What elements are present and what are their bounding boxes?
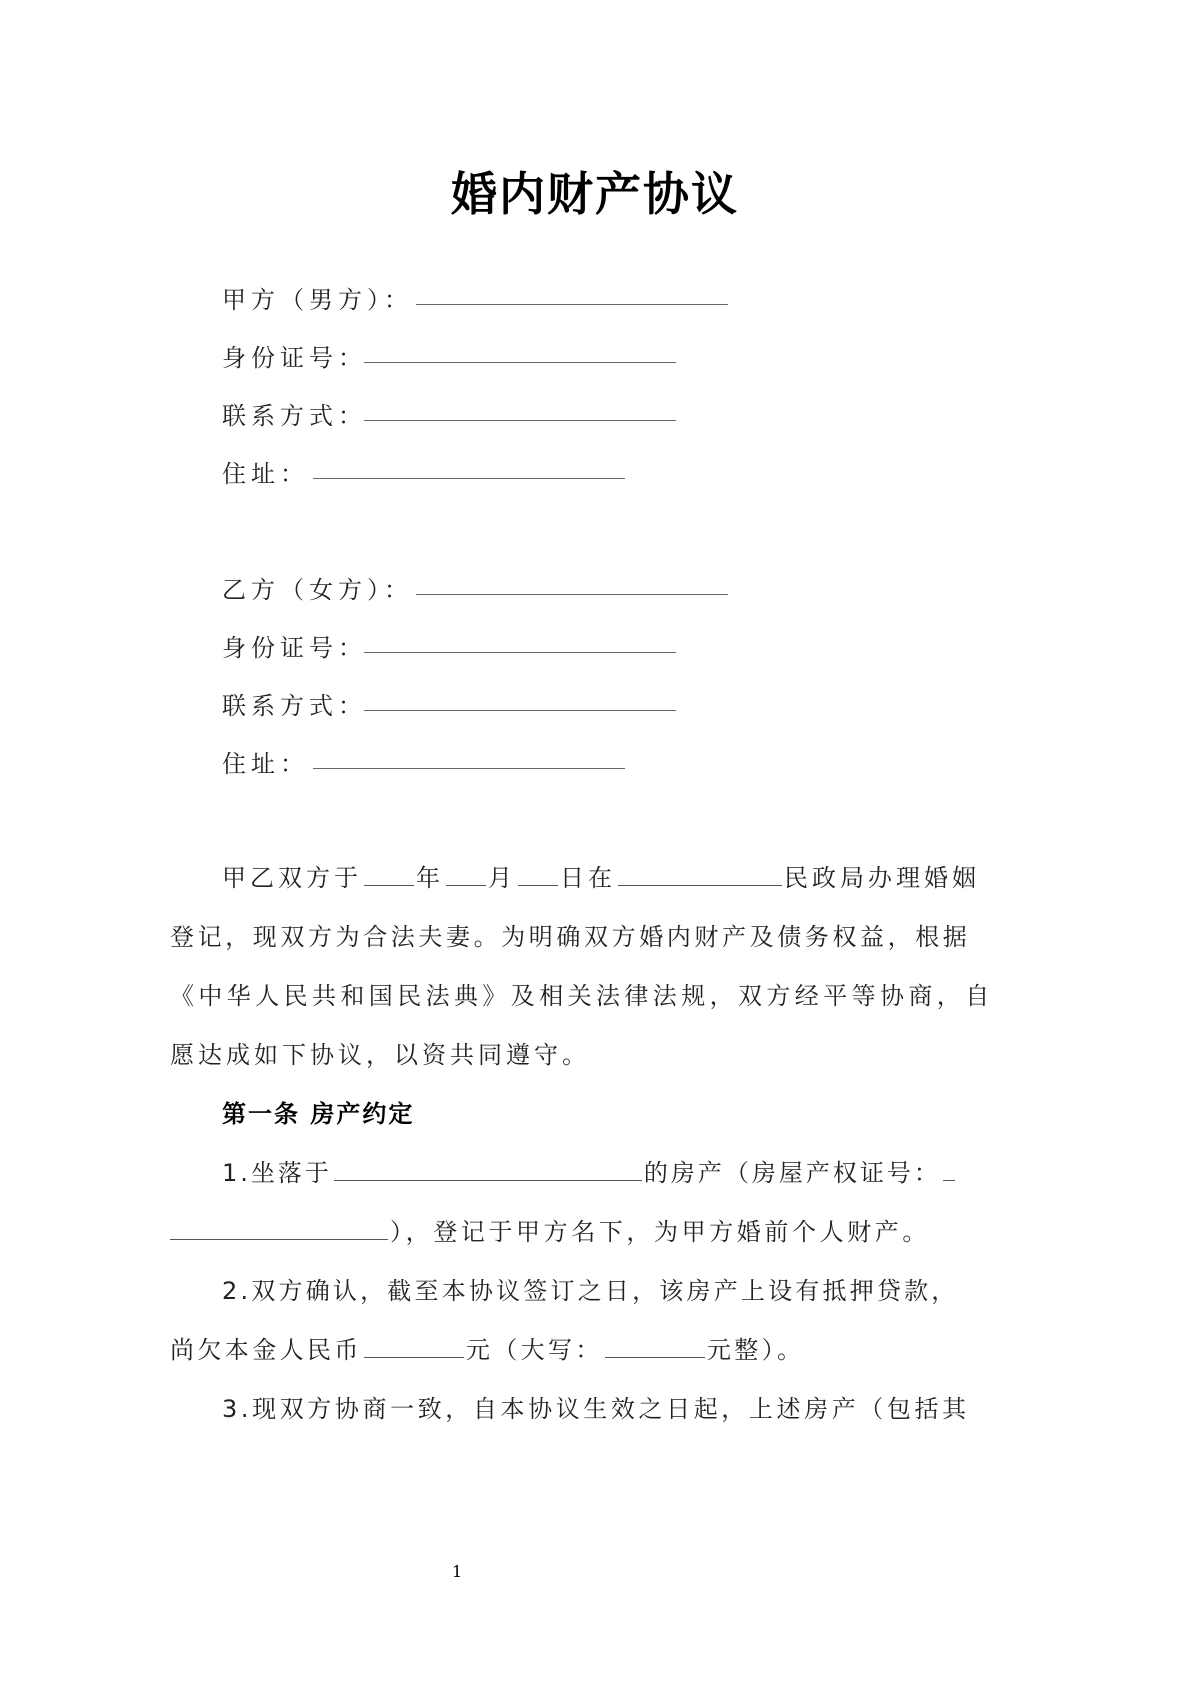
item-2-line-1: 2.双方确认，截至本协议签订之日，该房产上设有抵押贷款， xyxy=(222,1277,959,1305)
year-blank[interactable] xyxy=(364,863,414,886)
party-b-id-label: 身份证号： xyxy=(222,634,367,662)
certificate-number-blank[interactable] xyxy=(170,1217,388,1240)
item-3-line-1: 3.现双方协商一致，自本协议生效之日起，上述房产（包括其 xyxy=(222,1395,970,1423)
item-2-text: 元整）。 xyxy=(706,1336,805,1364)
item-1-text: 1.坐落于 xyxy=(222,1159,332,1187)
party-b-address-label: 住址： xyxy=(222,750,309,778)
loan-amount-blank[interactable] xyxy=(364,1335,464,1358)
article-1-heading: 第一条 房产约定 xyxy=(222,1100,415,1128)
item-1-line-1 xyxy=(222,1153,957,1188)
civil-affairs-bureau-blank[interactable] xyxy=(618,863,782,886)
preamble-line-3: 《中华人民共和国民法典》及相关法律法规，双方经平等协商，自 xyxy=(170,982,994,1010)
party-b-name-field[interactable] xyxy=(416,594,728,595)
party-a-id-label: 身份证号： xyxy=(222,344,367,372)
certificate-number-blank-start[interactable] xyxy=(943,1158,955,1181)
party-a-id-field[interactable] xyxy=(364,362,676,363)
item-1-text: 的房产（房屋产权证号： xyxy=(643,1159,941,1187)
item-1-text: ），登记于甲方名下，为甲方婚前个人财产。 xyxy=(390,1218,930,1246)
preamble-text: 民政局办理婚姻 xyxy=(784,864,980,892)
month-label: 月 xyxy=(488,864,516,892)
preamble-text: 甲乙双方于 xyxy=(222,864,362,892)
item-2-text: 尚欠本金人民币 xyxy=(170,1336,362,1364)
party-a-address-field[interactable] xyxy=(313,478,625,479)
party-b-id-field[interactable] xyxy=(364,652,676,653)
loan-amount-uppercase-blank[interactable] xyxy=(605,1335,705,1358)
year-label: 年 xyxy=(416,864,444,892)
month-blank[interactable] xyxy=(446,863,486,886)
item-2-line-2 xyxy=(170,1330,804,1365)
page-number: 1 xyxy=(452,1562,463,1581)
party-a-address-label: 住址： xyxy=(222,460,309,488)
document-title: 婚内财产协议 xyxy=(451,167,739,221)
property-location-blank[interactable] xyxy=(334,1158,642,1181)
party-b-name-label: 乙方（女方）： xyxy=(222,576,413,604)
preamble-line-4: 愿达成如下协议，以资共同遵守。 xyxy=(170,1041,590,1069)
preamble-line-1 xyxy=(222,858,980,893)
item-2-text: 元（大写： xyxy=(465,1336,603,1364)
preamble-line-2: 登记，现双方为合法夫妻。为明确双方婚内财产及债务权益，根据 xyxy=(170,923,971,951)
day-blank[interactable] xyxy=(518,863,558,886)
item-1-line-2 xyxy=(170,1212,930,1247)
party-b-contact-label: 联系方式： xyxy=(222,692,367,720)
party-a-name-label: 甲方（男方）： xyxy=(222,286,413,314)
party-a-contact-label: 联系方式： xyxy=(222,402,367,430)
party-b-contact-field[interactable] xyxy=(364,710,676,711)
party-b-address-field[interactable] xyxy=(313,768,625,769)
day-label: 日在 xyxy=(560,864,616,892)
party-a-name-field[interactable] xyxy=(416,304,728,305)
party-a-contact-field[interactable] xyxy=(364,420,676,421)
